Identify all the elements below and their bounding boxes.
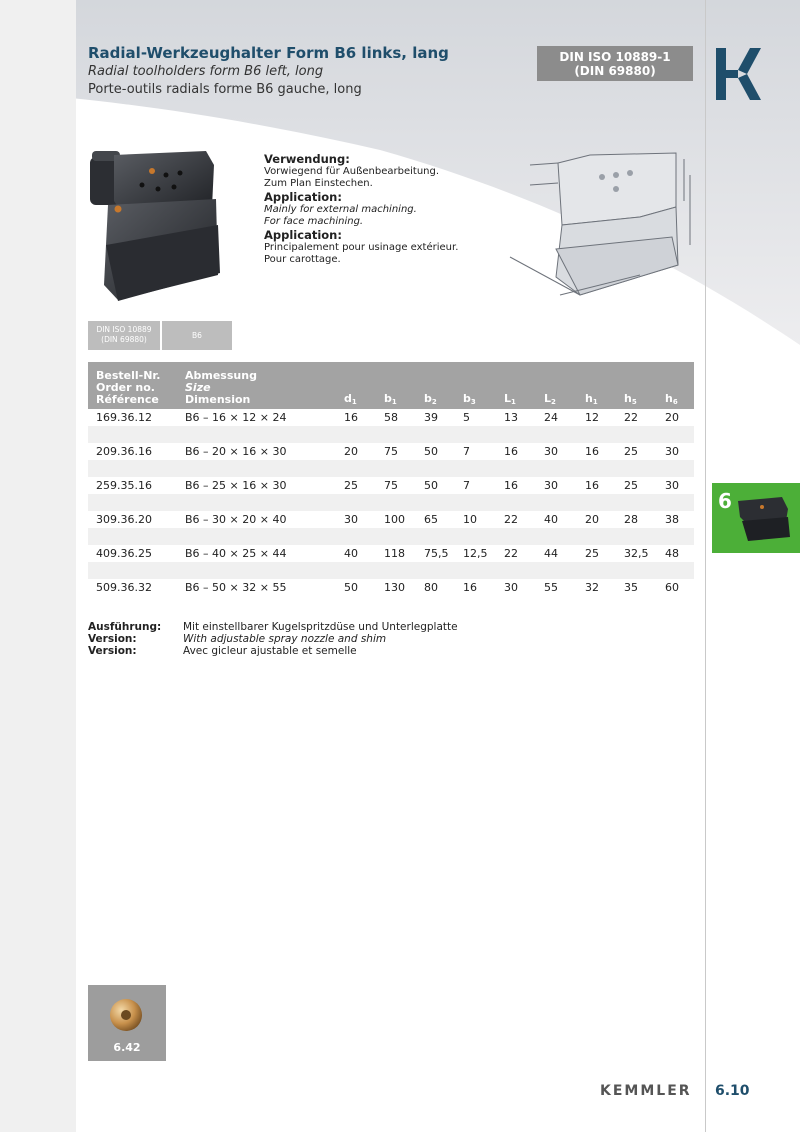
value-cell: 30 bbox=[665, 479, 679, 492]
value-cell: 48 bbox=[665, 547, 679, 560]
value-cell: 25 bbox=[624, 445, 638, 458]
col-header-h6: $h_6$ bbox=[665, 362, 694, 409]
value-cell: 75,5 bbox=[424, 547, 449, 560]
usage-en-line-2: For face machining. bbox=[264, 216, 364, 227]
value-cell: 16 bbox=[504, 445, 518, 458]
value-cell: 30 bbox=[344, 513, 358, 526]
value-cell: 5 bbox=[463, 411, 470, 424]
usage-heading-fr: Application: bbox=[264, 228, 342, 242]
col-header-L1: $L_1$ bbox=[504, 362, 544, 409]
chapter-number: 6 bbox=[718, 489, 732, 513]
version-notes bbox=[88, 621, 548, 657]
value-cell: 20 bbox=[344, 445, 358, 458]
value-cell: 30 bbox=[544, 445, 558, 458]
value-cell: 7 bbox=[463, 479, 470, 492]
value-cell: 16 bbox=[344, 411, 358, 424]
value-cell: 32 bbox=[585, 581, 599, 594]
value-cell: 30 bbox=[504, 581, 518, 594]
version-text-en: With adjustable spray nozzle and shim bbox=[183, 633, 387, 645]
table-row bbox=[88, 477, 694, 494]
value-cell: 24 bbox=[544, 411, 558, 424]
table-row bbox=[88, 579, 694, 596]
norm-tag bbox=[88, 321, 160, 350]
version-label-fr: Version: bbox=[88, 645, 137, 657]
value-cell: 39 bbox=[424, 411, 438, 424]
value-cell: 12 bbox=[585, 411, 599, 424]
value-cell: 60 bbox=[665, 581, 679, 594]
value-cell: 28 bbox=[624, 513, 638, 526]
application-text bbox=[264, 152, 494, 266]
usage-heading-de: Verwendung: bbox=[264, 152, 350, 166]
value-cell: 16 bbox=[585, 445, 599, 458]
dimension-header: Abmessung Size Dimension bbox=[185, 362, 344, 409]
value-cell: 30 bbox=[544, 479, 558, 492]
value-cell: 50 bbox=[424, 479, 438, 492]
footer-brand: KEMMLER bbox=[600, 1083, 692, 1099]
value-cell: 25 bbox=[624, 479, 638, 492]
order-no-header: Bestell-Nr. Order no. Référence bbox=[88, 362, 185, 409]
value-cell: 58 bbox=[384, 411, 398, 424]
value-cell: 16 bbox=[504, 479, 518, 492]
col-header-h5: $h_5$ bbox=[624, 362, 665, 409]
value-cell: 12,5 bbox=[463, 547, 488, 560]
version-label-en: Version: bbox=[88, 633, 137, 645]
accessory-reference[interactable] bbox=[88, 985, 166, 1061]
title-german: Radial-Werkzeughalter Form B6 links, lang bbox=[88, 44, 449, 62]
order-no-cell: 209.36.16 bbox=[96, 445, 152, 458]
form-tag: B6 bbox=[162, 321, 232, 350]
value-cell: 38 bbox=[665, 513, 679, 526]
col-header-b1: $b_1$ bbox=[384, 362, 424, 409]
value-cell: 13 bbox=[504, 411, 518, 424]
product-photo bbox=[88, 145, 228, 310]
left-margin-strip bbox=[0, 0, 76, 1132]
value-cell: 100 bbox=[384, 513, 405, 526]
row-spacer bbox=[88, 426, 694, 443]
table-row bbox=[88, 511, 694, 528]
value-cell: 75 bbox=[384, 445, 398, 458]
value-cell: 22 bbox=[504, 547, 518, 560]
value-cell: 10 bbox=[463, 513, 477, 526]
order-no-cell: 509.36.32 bbox=[96, 581, 152, 594]
spray-nozzle-icon bbox=[106, 995, 146, 1035]
usage-de-line-2: Zum Plan Einstechen. bbox=[264, 178, 373, 189]
value-cell: 130 bbox=[384, 581, 405, 594]
norm-badge bbox=[537, 46, 693, 81]
row-spacer bbox=[88, 460, 694, 477]
value-cell: 40 bbox=[344, 547, 358, 560]
usage-fr-line-1: Principalement pour usinage extérieur. bbox=[264, 242, 459, 253]
norm-line-1: DIN ISO 10889-1 bbox=[559, 50, 671, 64]
version-label-de: Ausführung: bbox=[88, 621, 162, 633]
value-cell: 22 bbox=[624, 411, 638, 424]
dimension-cell: B6 – 20 × 16 × 30 bbox=[185, 445, 287, 458]
value-cell: 32,5 bbox=[624, 547, 649, 560]
accessory-page-ref: 6.42 bbox=[113, 1041, 141, 1054]
value-cell: 7 bbox=[463, 445, 470, 458]
order-no-cell: 169.36.12 bbox=[96, 411, 152, 424]
value-cell: 65 bbox=[424, 513, 438, 526]
right-divider-line bbox=[705, 0, 706, 1132]
value-cell: 75 bbox=[384, 479, 398, 492]
dimension-cell: B6 – 25 × 16 × 30 bbox=[185, 479, 287, 492]
col-header-h1: $h_1$ bbox=[585, 362, 624, 409]
toolholder-thumbnail-icon bbox=[734, 493, 794, 543]
value-cell: 80 bbox=[424, 581, 438, 594]
usage-en-line-1: Mainly for external machining. bbox=[264, 204, 417, 215]
dimension-cell: B6 – 30 × 20 × 40 bbox=[185, 513, 287, 526]
row-spacer bbox=[88, 562, 694, 579]
order-no-cell: 309.36.20 bbox=[96, 513, 152, 526]
value-cell: 55 bbox=[544, 581, 558, 594]
table-row bbox=[88, 545, 694, 562]
usage-fr-line-2: Pour carottage. bbox=[264, 254, 341, 265]
dimension-table bbox=[88, 362, 694, 596]
value-cell: 30 bbox=[665, 445, 679, 458]
value-cell: 50 bbox=[344, 581, 358, 594]
dimension-cell: B6 – 50 × 32 × 55 bbox=[185, 581, 287, 594]
usage-heading-en: Application: bbox=[264, 190, 342, 204]
title-block bbox=[88, 44, 528, 98]
technical-drawing bbox=[500, 145, 705, 325]
order-no-cell: 259.35.16 bbox=[96, 479, 152, 492]
value-cell: 22 bbox=[504, 513, 518, 526]
chapter-tab[interactable] bbox=[712, 483, 800, 553]
value-cell: 25 bbox=[585, 547, 599, 560]
value-cell: 35 bbox=[624, 581, 638, 594]
value-cell: 50 bbox=[424, 445, 438, 458]
table-header-row bbox=[88, 362, 694, 409]
dimension-cell: B6 – 16 × 12 × 24 bbox=[185, 411, 287, 424]
norm-tag-line-1: DIN ISO 10889 bbox=[96, 325, 152, 334]
col-header-b2: $b_2$ bbox=[424, 362, 463, 409]
title-french: Porte-outils radials forme B6 gauche, long bbox=[88, 82, 362, 97]
title-english: Radial toolholders form B6 left, long bbox=[88, 64, 324, 79]
norm-line-2: (DIN 69880) bbox=[574, 64, 656, 78]
table-row bbox=[88, 409, 694, 426]
version-text-fr: Avec gicleur ajustable et semelle bbox=[183, 645, 357, 657]
value-cell: 16 bbox=[585, 479, 599, 492]
table-row bbox=[88, 443, 694, 460]
col-header-d1: $d_1$ bbox=[344, 362, 384, 409]
order-no-cell: 409.36.25 bbox=[96, 547, 152, 560]
value-cell: 20 bbox=[665, 411, 679, 424]
col-header-b3: $b_3$ bbox=[463, 362, 504, 409]
norm-tag-line-2: (DIN 69880) bbox=[101, 335, 147, 344]
page-number: 6.10 bbox=[715, 1083, 750, 1099]
value-cell: 16 bbox=[463, 581, 477, 594]
row-spacer bbox=[88, 494, 694, 511]
value-cell: 25 bbox=[344, 479, 358, 492]
version-text-de: Mit einstellbarer Kugelspritzdüse und Unterlegplatte bbox=[183, 621, 458, 633]
value-cell: 44 bbox=[544, 547, 558, 560]
brand-logo-icon bbox=[714, 46, 762, 102]
row-spacer bbox=[88, 528, 694, 545]
value-cell: 20 bbox=[585, 513, 599, 526]
value-cell: 118 bbox=[384, 547, 405, 560]
col-header-L2: $L_2$ bbox=[544, 362, 585, 409]
value-cell: 40 bbox=[544, 513, 558, 526]
usage-de-line-1: Vorwiegend für Außenbearbeitung. bbox=[264, 166, 440, 177]
dimension-cell: B6 – 40 × 25 × 44 bbox=[185, 547, 287, 560]
